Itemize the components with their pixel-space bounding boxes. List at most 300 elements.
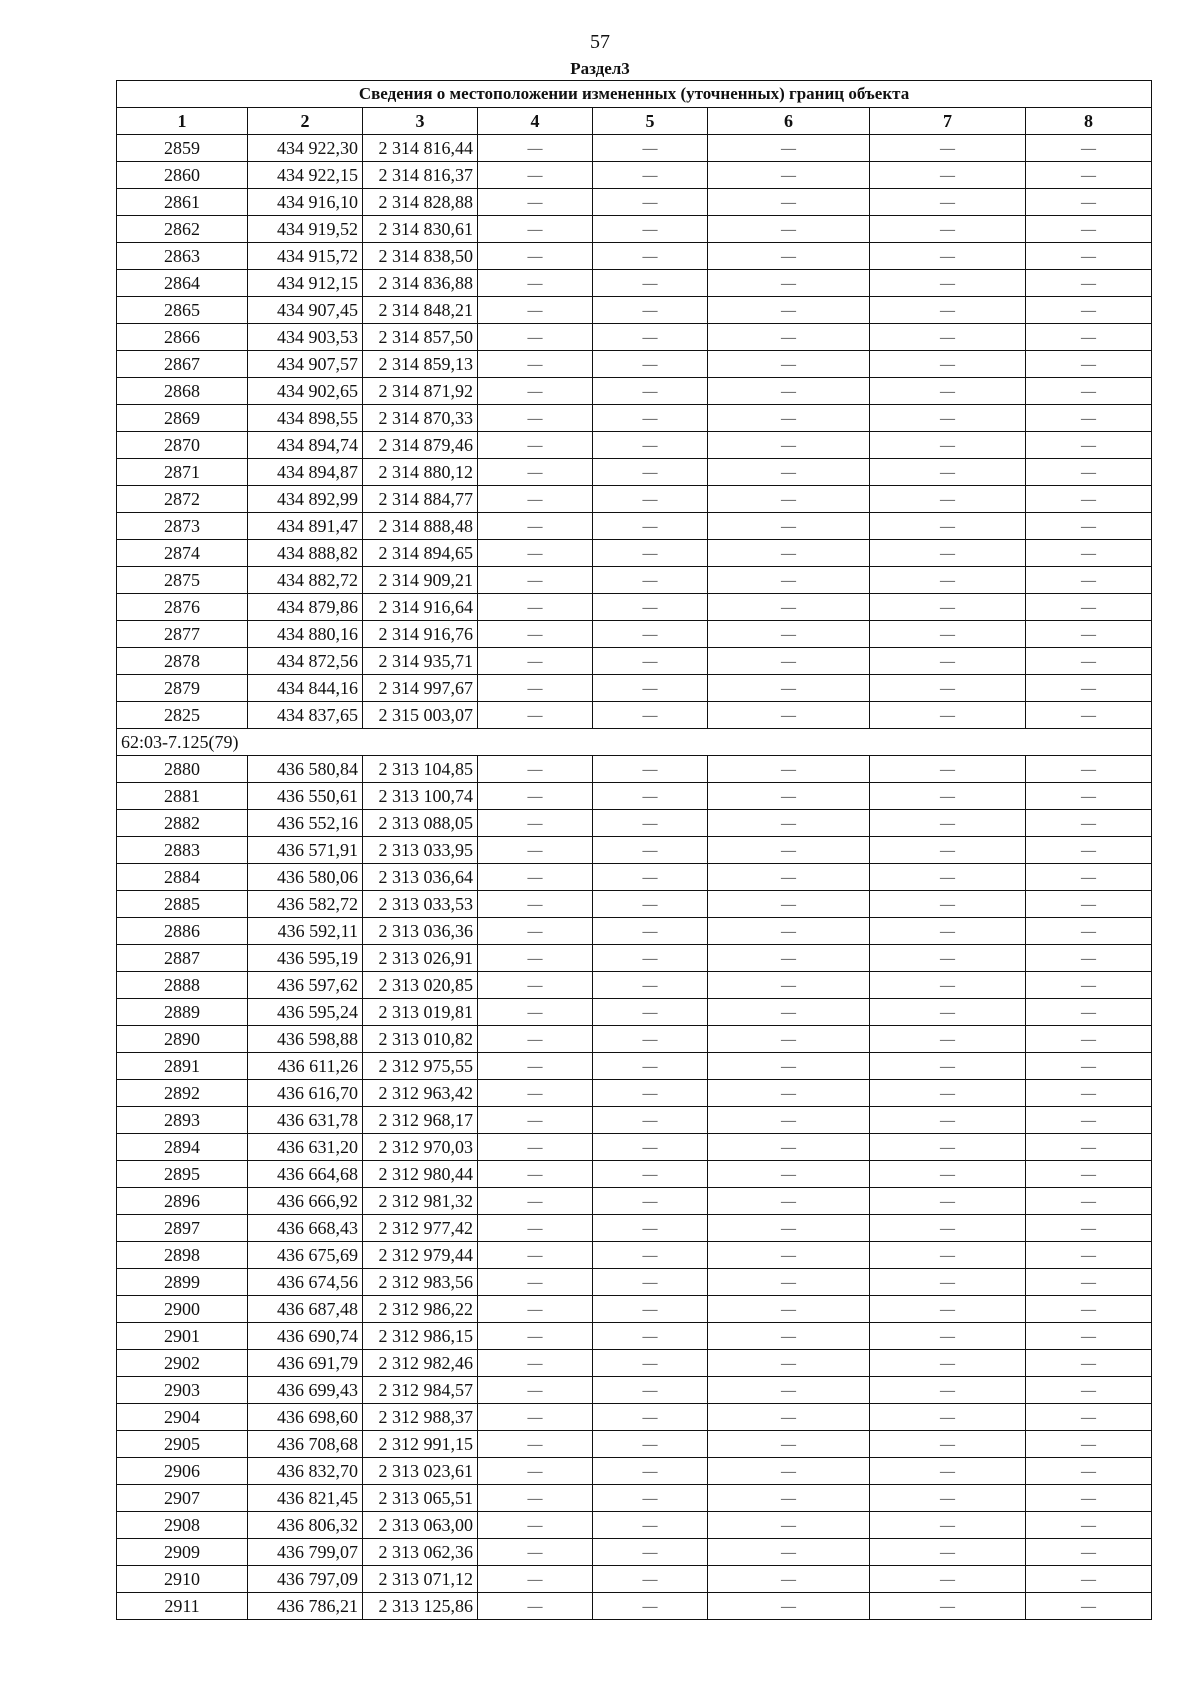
empty-dash-cell: — <box>870 459 1026 486</box>
x-coordinate-cell: 434 902,65 <box>248 378 363 405</box>
x-coordinate-cell: 434 916,10 <box>248 189 363 216</box>
y-coordinate-cell: 2 312 981,32 <box>363 1188 478 1215</box>
empty-dash-cell: — <box>708 1026 870 1053</box>
empty-dash-cell: — <box>1026 459 1152 486</box>
table-row <box>117 351 1152 378</box>
table-row <box>117 891 1152 918</box>
x-coordinate-cell: 434 880,16 <box>248 621 363 648</box>
empty-dash-cell: — <box>870 972 1026 999</box>
empty-dash-cell: — <box>708 162 870 189</box>
empty-dash-cell: — <box>870 513 1026 540</box>
empty-dash-cell: — <box>593 1323 708 1350</box>
y-coordinate-cell: 2 314 997,67 <box>363 675 478 702</box>
empty-dash-cell: — <box>478 810 593 837</box>
x-coordinate-cell: 434 892,99 <box>248 486 363 513</box>
empty-dash-cell: — <box>478 1269 593 1296</box>
table-row <box>117 243 1152 270</box>
table-row <box>117 783 1152 810</box>
empty-dash-cell: — <box>708 1053 870 1080</box>
column-number-6: 6 <box>708 108 870 135</box>
empty-dash-cell: — <box>708 432 870 459</box>
empty-dash-cell: — <box>1026 648 1152 675</box>
column-number-row <box>117 108 1152 135</box>
page-number: 57 <box>590 31 610 53</box>
empty-dash-cell: — <box>593 459 708 486</box>
point-number-cell: 2883 <box>117 837 248 864</box>
empty-dash-cell: — <box>1026 1566 1152 1593</box>
empty-dash-cell: — <box>593 864 708 891</box>
empty-dash-cell: — <box>478 189 593 216</box>
table-row <box>117 567 1152 594</box>
group-header-row <box>117 729 1152 756</box>
empty-dash-cell: — <box>478 513 593 540</box>
point-number-cell: 2872 <box>117 486 248 513</box>
x-coordinate-cell: 434 907,45 <box>248 297 363 324</box>
empty-dash-cell: — <box>1026 675 1152 702</box>
column-number-5: 5 <box>593 108 708 135</box>
empty-dash-cell: — <box>708 891 870 918</box>
point-number-cell: 2908 <box>117 1512 248 1539</box>
x-coordinate-cell: 436 631,20 <box>248 1134 363 1161</box>
point-number-cell: 2880 <box>117 756 248 783</box>
empty-dash-cell: — <box>870 594 1026 621</box>
point-number-cell: 2878 <box>117 648 248 675</box>
table-row <box>117 162 1152 189</box>
empty-dash-cell: — <box>593 621 708 648</box>
x-coordinate-cell: 434 922,15 <box>248 162 363 189</box>
empty-dash-cell: — <box>870 1107 1026 1134</box>
y-coordinate-cell: 2 313 020,85 <box>363 972 478 999</box>
empty-dash-cell: — <box>870 1161 1026 1188</box>
table-row <box>117 1458 1152 1485</box>
empty-dash-cell: — <box>870 1026 1026 1053</box>
empty-dash-cell: — <box>1026 567 1152 594</box>
empty-dash-cell: — <box>870 945 1026 972</box>
empty-dash-cell: — <box>593 1296 708 1323</box>
empty-dash-cell: — <box>870 1458 1026 1485</box>
y-coordinate-cell: 2 314 857,50 <box>363 324 478 351</box>
empty-dash-cell: — <box>478 243 593 270</box>
y-coordinate-cell: 2 314 879,46 <box>363 432 478 459</box>
point-number-cell: 2864 <box>117 270 248 297</box>
empty-dash-cell: — <box>708 1215 870 1242</box>
x-coordinate-cell: 434 894,74 <box>248 432 363 459</box>
empty-dash-cell: — <box>478 945 593 972</box>
empty-dash-cell: — <box>708 1107 870 1134</box>
empty-dash-cell: — <box>593 810 708 837</box>
point-number-cell: 2895 <box>117 1161 248 1188</box>
y-coordinate-cell: 2 314 884,77 <box>363 486 478 513</box>
table-row <box>117 1431 1152 1458</box>
y-coordinate-cell: 2 314 871,92 <box>363 378 478 405</box>
x-coordinate-cell: 436 821,45 <box>248 1485 363 1512</box>
empty-dash-cell: — <box>708 243 870 270</box>
point-number-cell: 2869 <box>117 405 248 432</box>
empty-dash-cell: — <box>870 918 1026 945</box>
empty-dash-cell: — <box>1026 783 1152 810</box>
empty-dash-cell: — <box>870 243 1026 270</box>
empty-dash-cell: — <box>870 1134 1026 1161</box>
empty-dash-cell: — <box>708 1458 870 1485</box>
empty-dash-cell: — <box>1026 1053 1152 1080</box>
empty-dash-cell: — <box>708 297 870 324</box>
empty-dash-cell: — <box>1026 1269 1152 1296</box>
table-row <box>117 837 1152 864</box>
empty-dash-cell: — <box>1026 216 1152 243</box>
empty-dash-cell: — <box>1026 1458 1152 1485</box>
column-number-4: 4 <box>478 108 593 135</box>
empty-dash-cell: — <box>593 999 708 1026</box>
empty-dash-cell: — <box>1026 1026 1152 1053</box>
empty-dash-cell: — <box>870 1215 1026 1242</box>
empty-dash-cell: — <box>708 621 870 648</box>
empty-dash-cell: — <box>870 1296 1026 1323</box>
x-coordinate-cell: 436 799,07 <box>248 1539 363 1566</box>
empty-dash-cell: — <box>593 1215 708 1242</box>
empty-dash-cell: — <box>593 1404 708 1431</box>
empty-dash-cell: — <box>593 135 708 162</box>
point-number-cell: 2899 <box>117 1269 248 1296</box>
empty-dash-cell: — <box>708 1269 870 1296</box>
y-coordinate-cell: 2 314 935,71 <box>363 648 478 675</box>
empty-dash-cell: — <box>593 1377 708 1404</box>
y-coordinate-cell: 2 313 088,05 <box>363 810 478 837</box>
empty-dash-cell: — <box>1026 1404 1152 1431</box>
point-number-cell: 2901 <box>117 1323 248 1350</box>
table-row <box>117 1161 1152 1188</box>
empty-dash-cell: — <box>478 594 593 621</box>
point-number-cell: 2909 <box>117 1539 248 1566</box>
empty-dash-cell: — <box>593 270 708 297</box>
empty-dash-cell: — <box>1026 1350 1152 1377</box>
empty-dash-cell: — <box>478 1188 593 1215</box>
point-number-cell: 2905 <box>117 1431 248 1458</box>
point-number-cell: 2881 <box>117 783 248 810</box>
y-coordinate-cell: 2 314 848,21 <box>363 297 478 324</box>
empty-dash-cell: — <box>478 837 593 864</box>
point-number-cell: 2873 <box>117 513 248 540</box>
empty-dash-cell: — <box>708 1242 870 1269</box>
table-title: Сведения о местоположении измененных (уточненных) границ объекта <box>117 81 1152 108</box>
point-number-cell: 2879 <box>117 675 248 702</box>
point-number-cell: 2911 <box>117 1593 248 1620</box>
y-coordinate-cell: 2 312 968,17 <box>363 1107 478 1134</box>
empty-dash-cell: — <box>870 864 1026 891</box>
empty-dash-cell: — <box>593 378 708 405</box>
x-coordinate-cell: 434 891,47 <box>248 513 363 540</box>
y-coordinate-cell: 2 314 916,64 <box>363 594 478 621</box>
empty-dash-cell: — <box>708 1350 870 1377</box>
y-coordinate-cell: 2 312 983,56 <box>363 1269 478 1296</box>
empty-dash-cell: — <box>593 351 708 378</box>
empty-dash-cell: — <box>478 891 593 918</box>
empty-dash-cell: — <box>593 243 708 270</box>
x-coordinate-cell: 436 582,72 <box>248 891 363 918</box>
empty-dash-cell: — <box>478 702 593 729</box>
empty-dash-cell: — <box>870 675 1026 702</box>
x-coordinate-cell: 434 844,16 <box>248 675 363 702</box>
y-coordinate-cell: 2 313 036,64 <box>363 864 478 891</box>
point-number-cell: 2906 <box>117 1458 248 1485</box>
x-coordinate-cell: 436 675,69 <box>248 1242 363 1269</box>
empty-dash-cell: — <box>1026 1377 1152 1404</box>
empty-dash-cell: — <box>708 1512 870 1539</box>
y-coordinate-cell: 2 314 836,88 <box>363 270 478 297</box>
y-coordinate-cell: 2 313 033,95 <box>363 837 478 864</box>
point-number-cell: 2870 <box>117 432 248 459</box>
empty-dash-cell: — <box>1026 1323 1152 1350</box>
x-coordinate-cell: 436 786,21 <box>248 1593 363 1620</box>
empty-dash-cell: — <box>708 864 870 891</box>
y-coordinate-cell: 2 312 986,15 <box>363 1323 478 1350</box>
table-row <box>117 405 1152 432</box>
table-row <box>117 675 1152 702</box>
empty-dash-cell: — <box>1026 270 1152 297</box>
empty-dash-cell: — <box>593 918 708 945</box>
y-coordinate-cell: 2 314 870,33 <box>363 405 478 432</box>
y-coordinate-cell: 2 314 909,21 <box>363 567 478 594</box>
empty-dash-cell: — <box>593 972 708 999</box>
empty-dash-cell: — <box>1026 162 1152 189</box>
empty-dash-cell: — <box>593 702 708 729</box>
x-coordinate-cell: 436 595,19 <box>248 945 363 972</box>
empty-dash-cell: — <box>870 1242 1026 1269</box>
empty-dash-cell: — <box>478 1134 593 1161</box>
y-coordinate-cell: 2 314 830,61 <box>363 216 478 243</box>
y-coordinate-cell: 2 314 816,37 <box>363 162 478 189</box>
empty-dash-cell: — <box>708 648 870 675</box>
table-row <box>117 324 1152 351</box>
x-coordinate-cell: 436 631,78 <box>248 1107 363 1134</box>
empty-dash-cell: — <box>593 1350 708 1377</box>
table-row <box>117 1215 1152 1242</box>
empty-dash-cell: — <box>870 378 1026 405</box>
empty-dash-cell: — <box>870 324 1026 351</box>
x-coordinate-cell: 434 894,87 <box>248 459 363 486</box>
empty-dash-cell: — <box>870 1512 1026 1539</box>
x-coordinate-cell: 436 552,16 <box>248 810 363 837</box>
empty-dash-cell: — <box>708 1080 870 1107</box>
point-number-cell: 2907 <box>117 1485 248 1512</box>
point-number-cell: 2859 <box>117 135 248 162</box>
empty-dash-cell: — <box>1026 351 1152 378</box>
empty-dash-cell: — <box>1026 1242 1152 1269</box>
empty-dash-cell: — <box>478 1053 593 1080</box>
point-number-cell: 2871 <box>117 459 248 486</box>
x-coordinate-cell: 434 888,82 <box>248 540 363 567</box>
empty-dash-cell: — <box>870 1377 1026 1404</box>
empty-dash-cell: — <box>478 486 593 513</box>
point-number-cell: 2863 <box>117 243 248 270</box>
empty-dash-cell: — <box>870 1485 1026 1512</box>
empty-dash-cell: — <box>478 1512 593 1539</box>
empty-dash-cell: — <box>478 567 593 594</box>
x-coordinate-cell: 436 592,11 <box>248 918 363 945</box>
point-number-cell: 2889 <box>117 999 248 1026</box>
empty-dash-cell: — <box>593 1107 708 1134</box>
empty-dash-cell: — <box>478 1485 593 1512</box>
empty-dash-cell: — <box>593 567 708 594</box>
empty-dash-cell: — <box>1026 1431 1152 1458</box>
empty-dash-cell: — <box>708 945 870 972</box>
x-coordinate-cell: 436 597,62 <box>248 972 363 999</box>
point-number-cell: 2900 <box>117 1296 248 1323</box>
table-row <box>117 756 1152 783</box>
y-coordinate-cell: 2 313 063,00 <box>363 1512 478 1539</box>
empty-dash-cell: — <box>1026 324 1152 351</box>
empty-dash-cell: — <box>593 1242 708 1269</box>
empty-dash-cell: — <box>708 1404 870 1431</box>
empty-dash-cell: — <box>870 891 1026 918</box>
y-coordinate-cell: 2 313 100,74 <box>363 783 478 810</box>
empty-dash-cell: — <box>478 1107 593 1134</box>
y-coordinate-cell: 2 312 982,46 <box>363 1350 478 1377</box>
x-coordinate-cell: 436 595,24 <box>248 999 363 1026</box>
table-row <box>117 945 1152 972</box>
table-row <box>117 1296 1152 1323</box>
point-number-cell: 2890 <box>117 1026 248 1053</box>
table-row <box>117 648 1152 675</box>
table-row <box>117 918 1152 945</box>
table-row <box>117 1323 1152 1350</box>
empty-dash-cell: — <box>478 1161 593 1188</box>
table-row <box>117 432 1152 459</box>
empty-dash-cell: — <box>1026 621 1152 648</box>
empty-dash-cell: — <box>593 945 708 972</box>
point-number-cell: 2885 <box>117 891 248 918</box>
empty-dash-cell: — <box>478 648 593 675</box>
empty-dash-cell: — <box>593 837 708 864</box>
empty-dash-cell: — <box>593 1431 708 1458</box>
empty-dash-cell: — <box>478 1377 593 1404</box>
x-coordinate-cell: 436 691,79 <box>248 1350 363 1377</box>
empty-dash-cell: — <box>593 1188 708 1215</box>
empty-dash-cell: — <box>1026 702 1152 729</box>
empty-dash-cell: — <box>593 1269 708 1296</box>
y-coordinate-cell: 2 314 828,88 <box>363 189 478 216</box>
empty-dash-cell: — <box>478 972 593 999</box>
cadastral-group-label: 62:03-7.125(79) <box>117 729 1152 756</box>
y-coordinate-cell: 2 315 003,07 <box>363 702 478 729</box>
table-row <box>117 594 1152 621</box>
point-number-cell: 2875 <box>117 567 248 594</box>
empty-dash-cell: — <box>478 1242 593 1269</box>
empty-dash-cell: — <box>478 540 593 567</box>
empty-dash-cell: — <box>478 270 593 297</box>
empty-dash-cell: — <box>708 972 870 999</box>
empty-dash-cell: — <box>1026 972 1152 999</box>
empty-dash-cell: — <box>708 459 870 486</box>
empty-dash-cell: — <box>708 351 870 378</box>
empty-dash-cell: — <box>870 1539 1026 1566</box>
empty-dash-cell: — <box>593 324 708 351</box>
empty-dash-cell: — <box>1026 1215 1152 1242</box>
empty-dash-cell: — <box>870 837 1026 864</box>
empty-dash-cell: — <box>478 999 593 1026</box>
empty-dash-cell: — <box>708 1377 870 1404</box>
point-number-cell: 2877 <box>117 621 248 648</box>
point-number-cell: 2825 <box>117 702 248 729</box>
empty-dash-cell: — <box>870 1323 1026 1350</box>
empty-dash-cell: — <box>708 216 870 243</box>
empty-dash-cell: — <box>1026 756 1152 783</box>
point-number-cell: 2887 <box>117 945 248 972</box>
point-number-cell: 2910 <box>117 1566 248 1593</box>
empty-dash-cell: — <box>593 783 708 810</box>
table-row <box>117 459 1152 486</box>
empty-dash-cell: — <box>478 1404 593 1431</box>
empty-dash-cell: — <box>1026 1485 1152 1512</box>
table-row <box>117 513 1152 540</box>
table-row <box>117 1107 1152 1134</box>
empty-dash-cell: — <box>1026 135 1152 162</box>
y-coordinate-cell: 2 312 970,03 <box>363 1134 478 1161</box>
point-number-cell: 2904 <box>117 1404 248 1431</box>
empty-dash-cell: — <box>1026 1296 1152 1323</box>
empty-dash-cell: — <box>478 1431 593 1458</box>
empty-dash-cell: — <box>708 1566 870 1593</box>
empty-dash-cell: — <box>870 1269 1026 1296</box>
point-number-cell: 2860 <box>117 162 248 189</box>
empty-dash-cell: — <box>708 1593 870 1620</box>
y-coordinate-cell: 2 313 036,36 <box>363 918 478 945</box>
empty-dash-cell: — <box>1026 189 1152 216</box>
empty-dash-cell: — <box>870 1080 1026 1107</box>
y-coordinate-cell: 2 313 026,91 <box>363 945 478 972</box>
table-row <box>117 1188 1152 1215</box>
y-coordinate-cell: 2 312 963,42 <box>363 1080 478 1107</box>
empty-dash-cell: — <box>1026 243 1152 270</box>
empty-dash-cell: — <box>708 999 870 1026</box>
x-coordinate-cell: 436 699,43 <box>248 1377 363 1404</box>
point-number-cell: 2897 <box>117 1215 248 1242</box>
x-coordinate-cell: 434 882,72 <box>248 567 363 594</box>
table-row <box>117 270 1152 297</box>
column-number-7: 7 <box>870 108 1026 135</box>
empty-dash-cell: — <box>708 675 870 702</box>
point-number-cell: 2893 <box>117 1107 248 1134</box>
empty-dash-cell: — <box>1026 405 1152 432</box>
x-coordinate-cell: 436 832,70 <box>248 1458 363 1485</box>
empty-dash-cell: — <box>708 324 870 351</box>
table-row <box>117 864 1152 891</box>
table-row <box>117 1080 1152 1107</box>
empty-dash-cell: — <box>593 1134 708 1161</box>
empty-dash-cell: — <box>478 378 593 405</box>
point-number-cell: 2882 <box>117 810 248 837</box>
x-coordinate-cell: 436 708,68 <box>248 1431 363 1458</box>
empty-dash-cell: — <box>478 1539 593 1566</box>
x-coordinate-cell: 436 698,60 <box>248 1404 363 1431</box>
y-coordinate-cell: 2 312 979,44 <box>363 1242 478 1269</box>
point-number-cell: 2865 <box>117 297 248 324</box>
table-row <box>117 1485 1152 1512</box>
point-number-cell: 2867 <box>117 351 248 378</box>
empty-dash-cell: — <box>870 621 1026 648</box>
x-coordinate-cell: 436 580,84 <box>248 756 363 783</box>
table-title-row <box>117 81 1152 108</box>
empty-dash-cell: — <box>708 378 870 405</box>
empty-dash-cell: — <box>593 1161 708 1188</box>
empty-dash-cell: — <box>1026 945 1152 972</box>
empty-dash-cell: — <box>478 162 593 189</box>
y-coordinate-cell: 2 313 062,36 <box>363 1539 478 1566</box>
empty-dash-cell: — <box>593 1458 708 1485</box>
x-coordinate-cell: 434 872,56 <box>248 648 363 675</box>
x-coordinate-cell: 436 690,74 <box>248 1323 363 1350</box>
empty-dash-cell: — <box>870 135 1026 162</box>
empty-dash-cell: — <box>1026 1107 1152 1134</box>
